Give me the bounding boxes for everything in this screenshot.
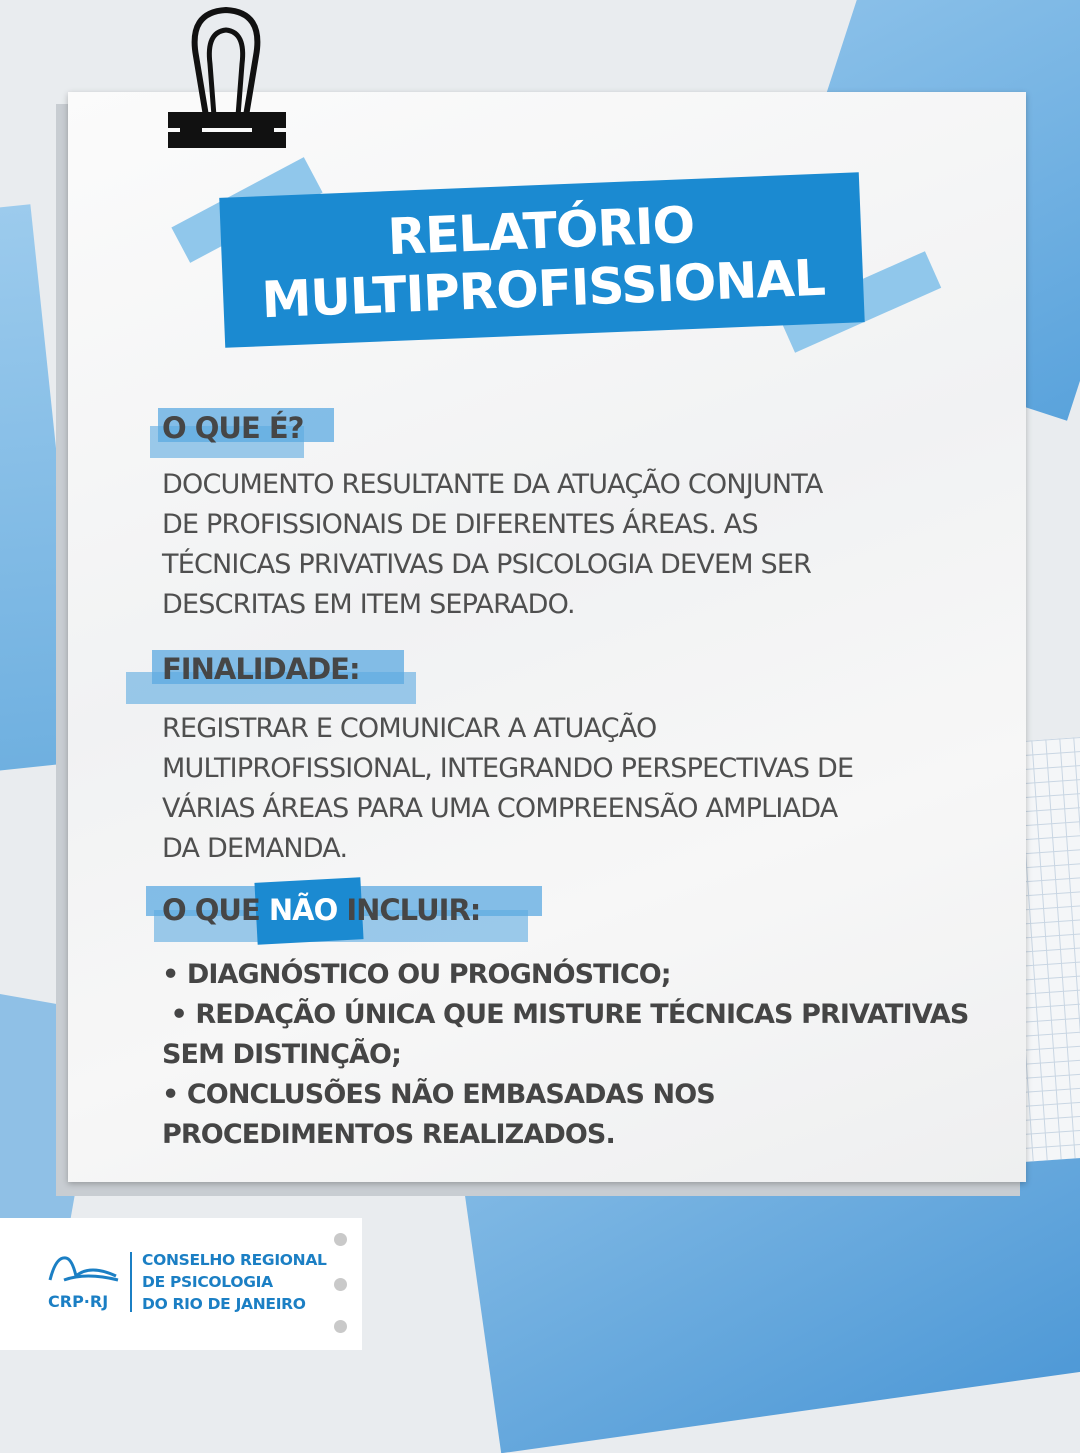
logo-abbreviation: CRP·RJ: [48, 1292, 109, 1311]
title-line-2: MULTIPROFISSIONAL: [260, 248, 826, 330]
decorative-dot: [334, 1320, 347, 1333]
list-item: • CONCLUSÕES NÃO EMBASADAS NOS: [162, 1079, 715, 1110]
body-line: VÁRIAS ÁREAS PARA UMA COMPREENSÃO AMPLIADA: [162, 793, 838, 824]
logo-divider: [130, 1252, 132, 1312]
body-line: DA DEMANDA.: [162, 833, 348, 864]
heading-part: O QUE: [162, 893, 269, 927]
body-line: MULTIPROFISSIONAL, INTEGRANDO PERSPECTIVAS DE: [162, 753, 854, 784]
list-item: PROCEDIMENTOS REALIZADOS.: [162, 1119, 615, 1150]
list-item: SEM DISTINÇÃO;: [162, 1039, 401, 1070]
decorative-dot: [334, 1233, 347, 1246]
section-list-not-include: [162, 955, 968, 1155]
title-banner: [219, 172, 865, 348]
body-line: REGISTRAR E COMUNICAR A ATUAÇÃO: [162, 713, 657, 744]
body-line: TÉCNICAS PRIVATIVAS DA PSICOLOGIA DEVEM SER: [162, 549, 812, 580]
section-heading-not-include: [162, 893, 480, 927]
org-line: DE PSICOLOGIA: [142, 1273, 273, 1291]
section-heading-what-is: O QUE É?: [162, 411, 304, 445]
section-body-purpose: [162, 709, 853, 869]
heading-part: INCLUIR:: [337, 893, 481, 927]
decorative-dot: [334, 1278, 347, 1291]
list-item: • DIAGNÓSTICO OU PROGNÓSTICO;: [162, 959, 671, 990]
list-item: • REDAÇÃO ÚNICA QUE MISTURE TÉCNICAS PRIVATIVAS: [162, 999, 969, 1030]
section-heading-purpose: FINALIDADE:: [162, 652, 360, 686]
section-body-what-is: [162, 465, 823, 625]
binder-clip-icon: [166, 4, 290, 156]
org-line: CONSELHO REGIONAL: [142, 1251, 327, 1269]
body-line: DESCRITAS EM ITEM SEPARADO.: [162, 589, 575, 620]
title-line-1: RELATÓRIO: [386, 195, 696, 267]
heading-emphasis: NÃO: [268, 893, 338, 927]
crp-logo-icon: [46, 1250, 122, 1290]
org-line: DO RIO DE JANEIRO: [142, 1295, 306, 1313]
body-line: DOCUMENTO RESULTANTE DA ATUAÇÃO CONJUNTA: [162, 469, 823, 500]
body-line: DE PROFISSIONAIS DE DIFERENTES ÁREAS. AS: [162, 509, 758, 540]
organization-name: [142, 1249, 327, 1315]
